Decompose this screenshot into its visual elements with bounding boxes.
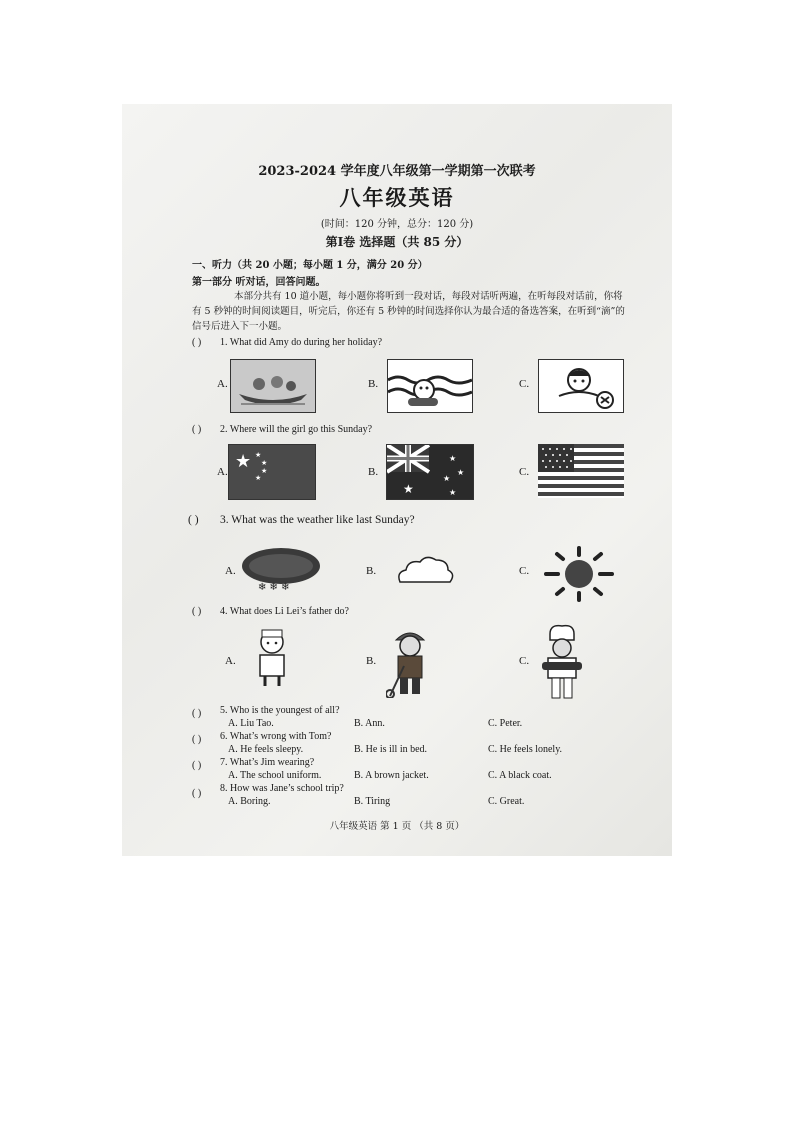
q6-option-b[interactable]: B. He is ill in bed. xyxy=(354,744,428,755)
q3-option-b-label: B. xyxy=(366,565,377,577)
svg-text:★: ★ xyxy=(255,474,262,482)
q2-option-b-label: B. xyxy=(368,466,379,478)
q1-option-b-label: B. xyxy=(368,378,379,390)
q1-paren[interactable]: ( ) xyxy=(192,337,202,348)
svg-text:★: ★ xyxy=(261,467,268,475)
svg-text:★: ★ xyxy=(449,488,457,497)
q4-text: 4. What does Li Lei’s father do? xyxy=(220,606,349,617)
q6-option-c[interactable]: C. He feels lonely. xyxy=(488,744,563,755)
q2-paren[interactable]: ( ) xyxy=(192,424,202,435)
q2-option-c-label: C. xyxy=(519,466,530,478)
section-title: 一、听力（共 20 小题；每小题 1 分，满分 20 分） xyxy=(192,260,428,271)
q5-paren[interactable]: ( ) xyxy=(192,708,202,719)
q8-text: 8. How was Jane’s school trip? xyxy=(220,783,344,794)
q8-paren[interactable]: ( ) xyxy=(192,788,202,799)
q3-option-a-label: A. xyxy=(225,565,236,577)
q7-text: 7. What’s Jim wearing? xyxy=(220,757,315,768)
soccer-icon[interactable] xyxy=(538,359,624,413)
svg-text:★: ★ xyxy=(403,482,414,496)
china-flag-icon[interactable] xyxy=(228,444,316,500)
sun-icon[interactable] xyxy=(542,546,616,602)
svg-text:★: ★ xyxy=(235,451,252,472)
part-title: 第一部分 听对话，回答问题。 xyxy=(192,277,326,288)
q3-text: 3. What was the weather like last Sunday? xyxy=(220,514,415,526)
q5-option-a[interactable]: A. Liu Tao. xyxy=(228,718,274,729)
q5-option-c[interactable]: C. Peter. xyxy=(488,718,523,729)
doctor-icon[interactable] xyxy=(252,628,292,688)
chef-icon[interactable] xyxy=(538,622,586,700)
svg-text:★: ★ xyxy=(443,474,451,483)
q7-option-b[interactable]: B. A brown jacket. xyxy=(354,770,429,781)
boating-icon[interactable] xyxy=(230,359,316,413)
q4-option-a-label: A. xyxy=(225,655,236,667)
q8-option-a[interactable]: A. Boring. xyxy=(228,796,271,807)
q6-text: 6. What’s wrong with Tom? xyxy=(220,731,332,742)
q1-option-c-label: C. xyxy=(519,378,530,390)
q8-option-b[interactable]: B. Tiring xyxy=(354,796,391,807)
q4-option-b-label: B. xyxy=(366,655,377,667)
svg-text:★: ★ xyxy=(457,468,465,477)
q1-text: 1. What did Amy do during her holiday? xyxy=(220,337,383,348)
snowy-cloud-icon[interactable] xyxy=(240,542,322,594)
q4-option-c-label: C. xyxy=(519,655,530,667)
q5-option-b[interactable]: B. Ann. xyxy=(354,718,385,729)
q3-option-c-label: C. xyxy=(519,565,530,577)
exam-title: 2023-2024 学年度八年级第一学期第一次联考 xyxy=(258,164,536,179)
time-info: (时间：120 分钟，总分：120 分) xyxy=(320,219,474,230)
svg-text:★: ★ xyxy=(261,459,268,467)
q1-option-a-label: A. xyxy=(217,378,228,390)
q3-paren[interactable]: ( ) xyxy=(188,514,199,526)
q2-text: 2. Where will the girl go this Sunday? xyxy=(220,424,373,435)
q8-option-c[interactable]: C. Great. xyxy=(488,796,525,807)
page-footer: 八年级英语 第 1 页 （共 8 页） xyxy=(329,821,465,832)
firefighter-icon[interactable] xyxy=(386,626,434,698)
q5-text: 5. Who is the youngest of all? xyxy=(220,705,340,716)
cloud-icon[interactable] xyxy=(394,554,456,588)
usa-flag-icon[interactable] xyxy=(538,444,624,498)
q6-paren[interactable]: ( ) xyxy=(192,734,202,745)
exam-sheet xyxy=(122,104,672,856)
q2-option-a-label: A. xyxy=(217,466,228,478)
subject-title: 八年级英语 xyxy=(339,185,455,210)
svg-text:❄ ❄ ❄: ❄ ❄ ❄ xyxy=(258,582,290,593)
q6-option-a[interactable]: A. He feels sleepy. xyxy=(228,744,304,755)
svg-text:★: ★ xyxy=(449,454,457,463)
q7-paren[interactable]: ( ) xyxy=(192,760,202,771)
volume-title: 第Ⅰ卷 选择题（共 85 分） xyxy=(325,235,469,249)
australia-flag-icon[interactable] xyxy=(386,444,474,500)
q7-option-a[interactable]: A. The school uniform. xyxy=(228,770,322,781)
instructions: 本部分共有 10 道小题，每小题你将听到一段对话，每段对话听两遍，在听每段对话前，你将有 5 秒钟的时间阅读题目，听完后，你还有 5 秒钟的时间选择你认为最合适的备选答案，在听到“滴”的信号后进入下一小题。 xyxy=(192,291,625,332)
q4-paren[interactable]: ( ) xyxy=(192,606,202,617)
svg-text:★: ★ xyxy=(255,451,262,459)
swimming-icon[interactable] xyxy=(387,359,473,413)
q7-option-c[interactable]: C. A black coat. xyxy=(488,770,552,781)
